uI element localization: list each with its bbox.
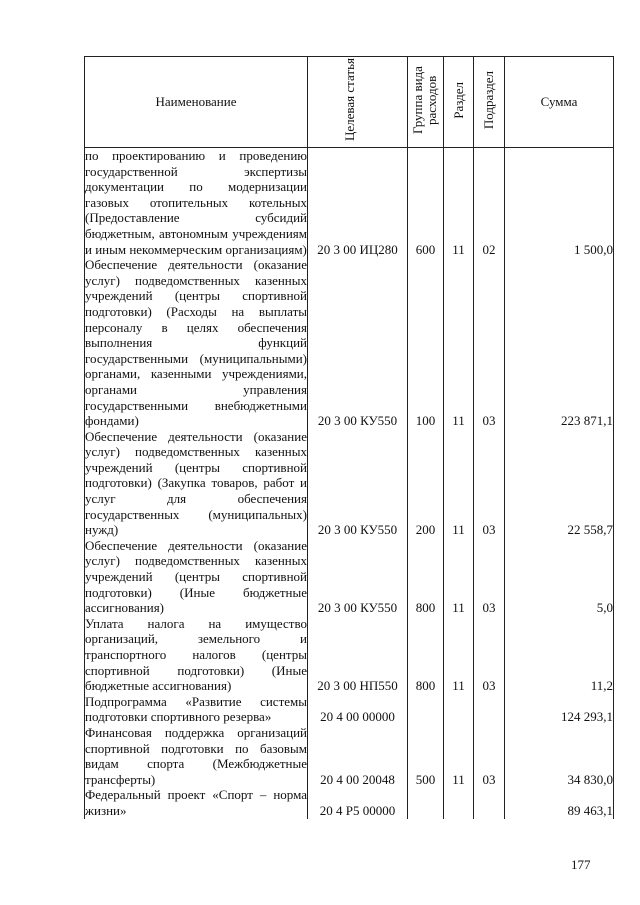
row-sum: 22 558,7 — [505, 429, 614, 538]
page-number: 177 — [571, 857, 591, 872]
row-group — [408, 787, 444, 818]
table-row — [85, 787, 614, 818]
row-section: 11 — [444, 148, 474, 258]
row-subsection — [474, 694, 505, 725]
row-subsection — [474, 787, 505, 818]
row-subsection: 03 — [474, 616, 505, 694]
table-row — [85, 429, 614, 538]
table-row — [85, 538, 614, 616]
row-group: 600 — [408, 148, 444, 258]
row-target-code: 20 3 00 НП550 — [308, 616, 408, 694]
row-name: Уплата налога на имущество организаций, земельного и транспортного налогов (центры спортивной подготовки) (Иные бюджетные ассигнования) — [85, 615, 307, 694]
row-name: по проектированию и проведению государственной экспертизы документации по модернизации газовых отопительных котельных (Предоставление субсидий бюджетным, автономным учреждениям и иным некоммерческим организациям) — [85, 148, 307, 257]
row-group: 800 — [408, 538, 444, 616]
row-section: 11 — [444, 725, 474, 787]
row-name: Федеральный проект «Спорт – норма жизни» — [85, 787, 307, 818]
table-row — [85, 257, 614, 429]
budget-table — [84, 56, 614, 819]
row-group: 500 — [408, 725, 444, 787]
row-name: Обеспечение деятельности (оказание услуг) подведомственных казенных учреждений (центры спортивной подготовки) (Иные бюджетные ассигнования) — [85, 537, 307, 616]
row-target-code: 20 4 P5 00000 — [308, 787, 408, 818]
table-row — [85, 616, 614, 694]
row-group — [408, 694, 444, 725]
row-sum: 1 500,0 — [505, 148, 614, 258]
row-group: 100 — [408, 257, 444, 429]
row-group: 200 — [408, 429, 444, 538]
row-name: Подпрограмма «Развитие системы подготовки спортивного резерва» — [85, 693, 307, 725]
row-target-code: 20 3 00 КУ550 — [308, 538, 408, 616]
table-row — [85, 725, 614, 787]
table-header — [85, 57, 614, 148]
table-row — [85, 694, 614, 725]
row-subsection: 03 — [474, 725, 505, 787]
header-name: Наименование — [85, 57, 308, 148]
header-section: Раздел — [444, 57, 474, 148]
row-sum: 34 830,0 — [505, 725, 614, 787]
row-target-code: 20 3 00 КУ550 — [308, 257, 408, 429]
row-section: 11 — [444, 429, 474, 538]
row-section: 11 — [444, 538, 474, 616]
row-subsection: 02 — [474, 148, 505, 258]
row-subsection: 03 — [474, 538, 505, 616]
row-sum: 11,2 — [505, 616, 614, 694]
row-section — [444, 787, 474, 818]
row-target-code: 20 4 00 20048 — [308, 725, 408, 787]
row-name: Финансовая поддержка организаций спортивной подготовки по базовым видам спорта (Межбюджетные трансферты) — [85, 724, 307, 787]
table-row — [85, 148, 614, 258]
header-subsection: Подраздел — [474, 57, 505, 148]
row-target-code: 20 3 00 КУ550 — [308, 429, 408, 538]
row-section: 11 — [444, 616, 474, 694]
row-subsection: 03 — [474, 429, 505, 538]
row-sum: 89 463,1 — [505, 787, 614, 818]
row-name: Обеспечение деятельности (оказание услуг) подведомственных казенных учреждений (центры спортивной подготовки) (Расходы на выплаты персоналу в целях обеспечения выполнения функций государственными (муниципальными) органами, казенными учреждениями, органами управления государственными внебюджетными фондами) — [85, 257, 307, 429]
header-sum: Сумма — [505, 57, 614, 148]
header-group: Группа вида расходов — [408, 57, 444, 148]
row-sum: 5,0 — [505, 538, 614, 616]
row-sum: 223 871,1 — [505, 257, 614, 429]
row-target-code: 20 3 00 ИЦ280 — [308, 148, 408, 258]
row-target-code: 20 4 00 00000 — [308, 694, 408, 725]
row-sum: 124 293,1 — [505, 694, 614, 725]
row-section: 11 — [444, 257, 474, 429]
header-target: Целевая статья — [308, 57, 408, 148]
row-subsection: 03 — [474, 257, 505, 429]
row-name: Обеспечение деятельности (оказание услуг) подведомственных казенных учреждений (центры спортивной подготовки) (Закупка товаров, работ и услуг для обеспечения государственных (муниципальных) нужд) — [85, 428, 307, 538]
row-group: 800 — [408, 616, 444, 694]
row-section — [444, 694, 474, 725]
